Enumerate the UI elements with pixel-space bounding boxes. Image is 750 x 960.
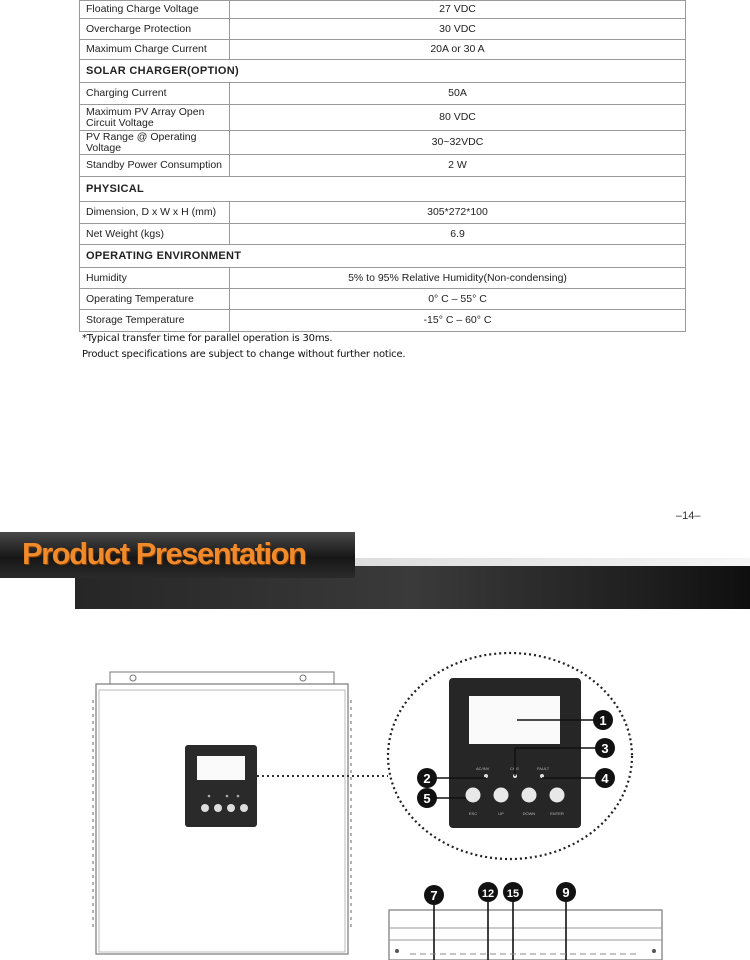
spec-row [79,105,686,131]
callout-4: 4 [601,771,609,786]
spec-row [79,289,686,310]
button-label: ESC [468,811,478,816]
spec-row [79,40,686,60]
row-value: 0° C – 55° C [428,292,487,305]
button-label: UP [498,811,504,816]
inverter-diagram [0,610,750,960]
row-value: 6.9 [450,227,465,240]
spec-row [79,310,686,332]
row-label: PV Range @ Operating Voltage [80,131,230,154]
callout-7: 7 [430,888,438,903]
spec-row [79,155,686,177]
callout-5: 5 [423,791,431,806]
spec-row [79,131,686,155]
spec-row [79,202,686,224]
inverter-side-view [389,902,662,960]
row-value: -15° C – 60° C [423,314,492,326]
spec-row [79,0,686,19]
callout-1: 1 [599,713,607,728]
small-control-panel [185,745,257,827]
row-label: Standby Power Consumption [80,155,230,176]
led-label: FAULT [537,766,550,771]
led-label: AC/INV [476,766,490,771]
row-label: Dimension, D x W x H (mm) [80,202,230,223]
section-header-environment: OPERATING ENVIRONMENT [79,245,686,268]
callout-15: 15 [506,888,520,900]
row-value: 30 VDC [439,22,476,35]
row-value: 20A or 30 A [430,43,485,55]
spec-row [79,224,686,245]
callout-3: 3 [601,741,609,756]
row-label: Maximum Charge Current [80,40,230,59]
row-value: 2 W [448,159,467,171]
led-label: CHG [510,766,519,771]
button-label: ENTER [550,811,564,816]
callout-9: 9 [562,885,570,900]
spec-row [79,268,686,289]
row-label: Charging Current [80,83,230,104]
row-label: Overcharge Protection [80,19,230,39]
row-label: Net Weight (kgs) [80,224,230,244]
page-number: –14– [676,510,701,522]
row-label: Maximum PV Array Open Circuit Voltage [80,105,230,130]
callout-2: 2 [423,771,431,786]
button-label: DOWN [522,811,536,816]
row-label: Storage Temperature [80,310,230,331]
section-header-solar: SOLAR CHARGER(OPTION) [79,60,686,83]
row-value: 27 VDC [439,3,476,15]
row-value: 305*272*100 [427,206,488,218]
row-value: 5% to 95% Relative Humidity(Non-condensing) [348,271,567,284]
section-title: Product Presentation [22,536,306,571]
spec-table [79,0,686,332]
footnote-specs: Product specifications are subject to change without further notice. [82,349,406,360]
spec-row [79,83,686,105]
row-label: Humidity [80,268,230,288]
callout-12: 12 [481,888,495,900]
spec-row [79,19,686,40]
row-label: Operating Temperature [80,289,230,309]
row-value: 30~32VDC [431,136,484,148]
footnote-transfer: *Typical transfer time for parallel operation is 30ms. [82,333,333,344]
section-header-physical: PHYSICAL [79,177,686,202]
row-value: 80 VDC [439,111,476,123]
row-value: 50A [448,87,467,99]
row-label: Floating Charge Voltage [80,1,230,18]
